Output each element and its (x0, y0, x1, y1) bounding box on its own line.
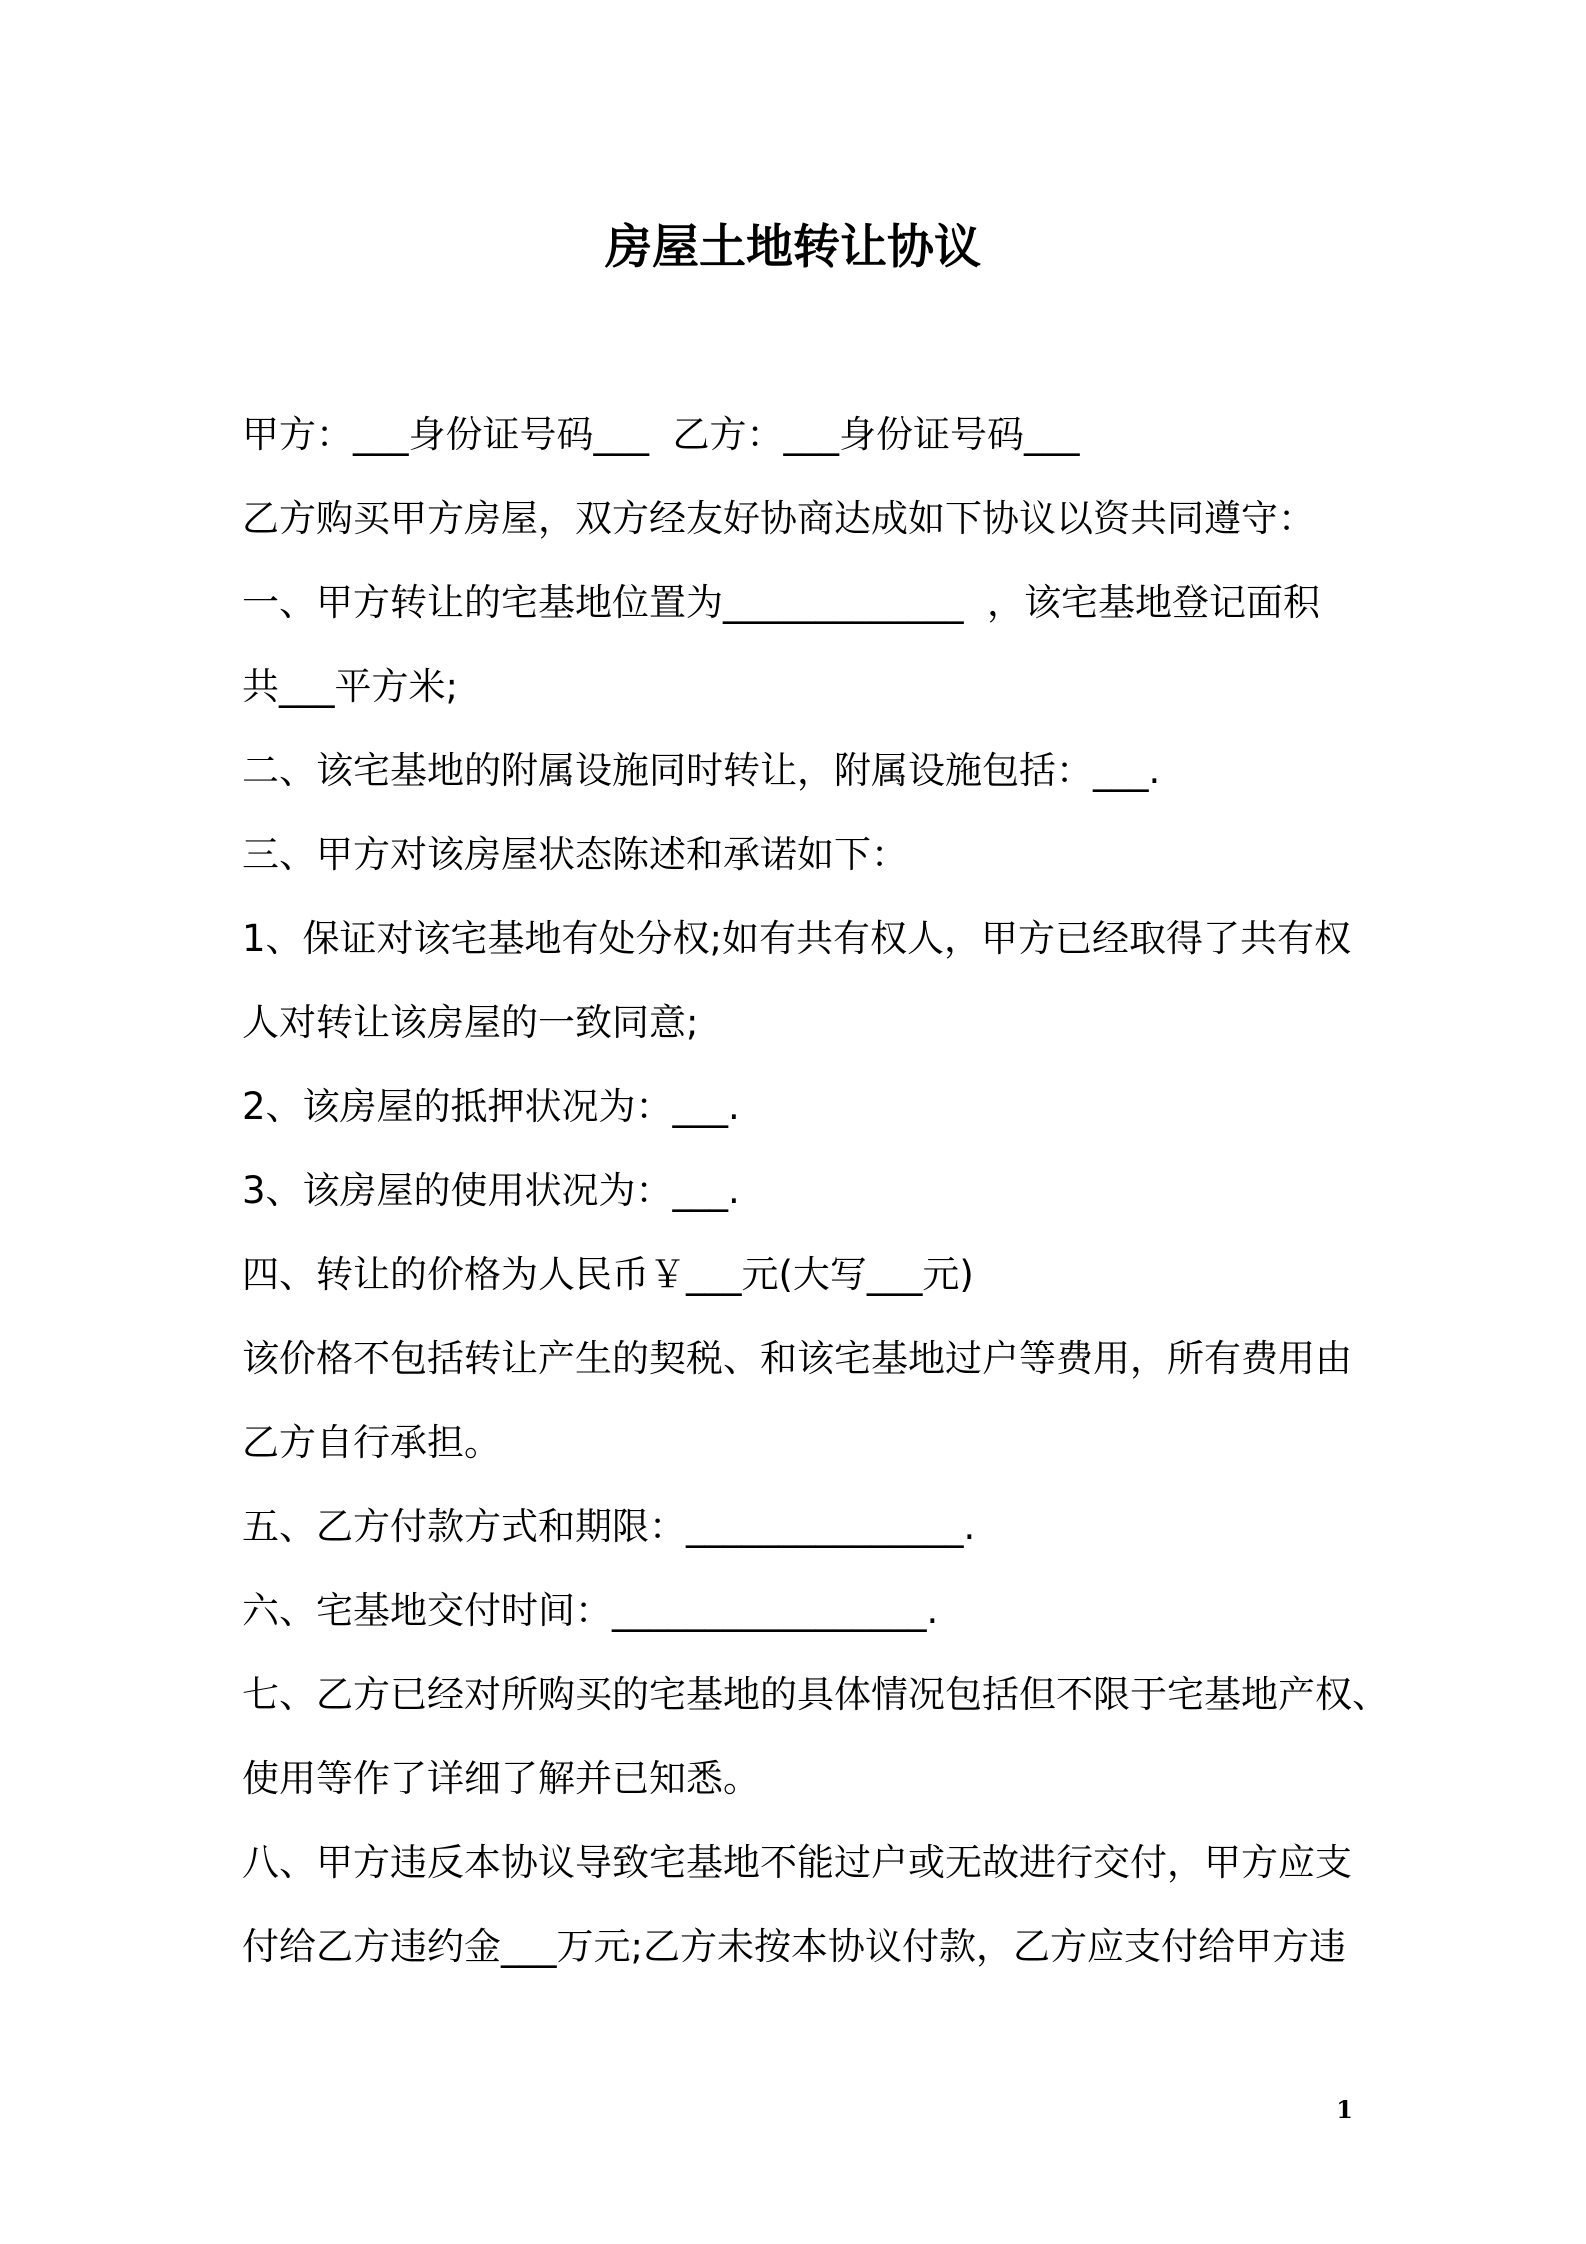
clause-1-line-1: 一、甲方转让的宅基地位置为_____________ ，该宅基地登记面积 (242, 581, 1321, 624)
party-info-line: 甲方：___身份证号码___ 乙方：___身份证号码___ (242, 413, 1080, 456)
document-title: 房屋土地转让协议 (605, 220, 981, 275)
clause-6: 六、宅基地交付时间：_________________. (242, 1589, 939, 1632)
clause-3-item-1-line-2: 人对转让该房屋的一致同意; (242, 1001, 699, 1044)
clause-8-line-2: 付给乙方违约金___万元;乙方未按本协议付款，乙方应支付给甲方违 (242, 1925, 1346, 1968)
clause-3: 三、甲方对该房屋状态陈述和承诺如下： (242, 833, 908, 876)
clause-7-line-1: 七、乙方已经对所购买的宅基地的具体情况包括但不限于宅基地产权、 (242, 1673, 1389, 1716)
clause-4: 四、转让的价格为人民币￥___元(大写___元) (242, 1253, 974, 1296)
clause-4-note-line-2: 乙方自行承担。 (242, 1421, 501, 1464)
clause-3-item-2: 2、该房屋的抵押状况为：___. (242, 1085, 740, 1128)
clause-3-item-1-line-1: 1、保证对该宅基地有处分权;如有共有权人，甲方已经取得了共有权 (242, 917, 1352, 960)
clause-4-note-line-1: 该价格不包括转让产生的契税、和该宅基地过户等费用，所有费用由 (242, 1337, 1352, 1380)
clause-8-line-1: 八、甲方违反本协议导致宅基地不能过户或无故进行交付，甲方应支 (242, 1841, 1352, 1884)
clause-7-line-2: 使用等作了详细了解并已知悉。 (242, 1757, 760, 1800)
page-number: 1 (1336, 2095, 1353, 2124)
clause-1-line-2: 共___平方米; (242, 665, 458, 708)
agreement-preamble: 乙方购买甲方房屋，双方经友好协商达成如下协议以资共同遵守： (242, 497, 1315, 540)
clause-3-item-3: 3、该房屋的使用状况为：___. (242, 1169, 740, 1212)
clause-5: 五、乙方付款方式和期限：_______________. (242, 1505, 976, 1548)
clause-2: 二、该宅基地的附属设施同时转让，附属设施包括：___. (242, 749, 1161, 792)
